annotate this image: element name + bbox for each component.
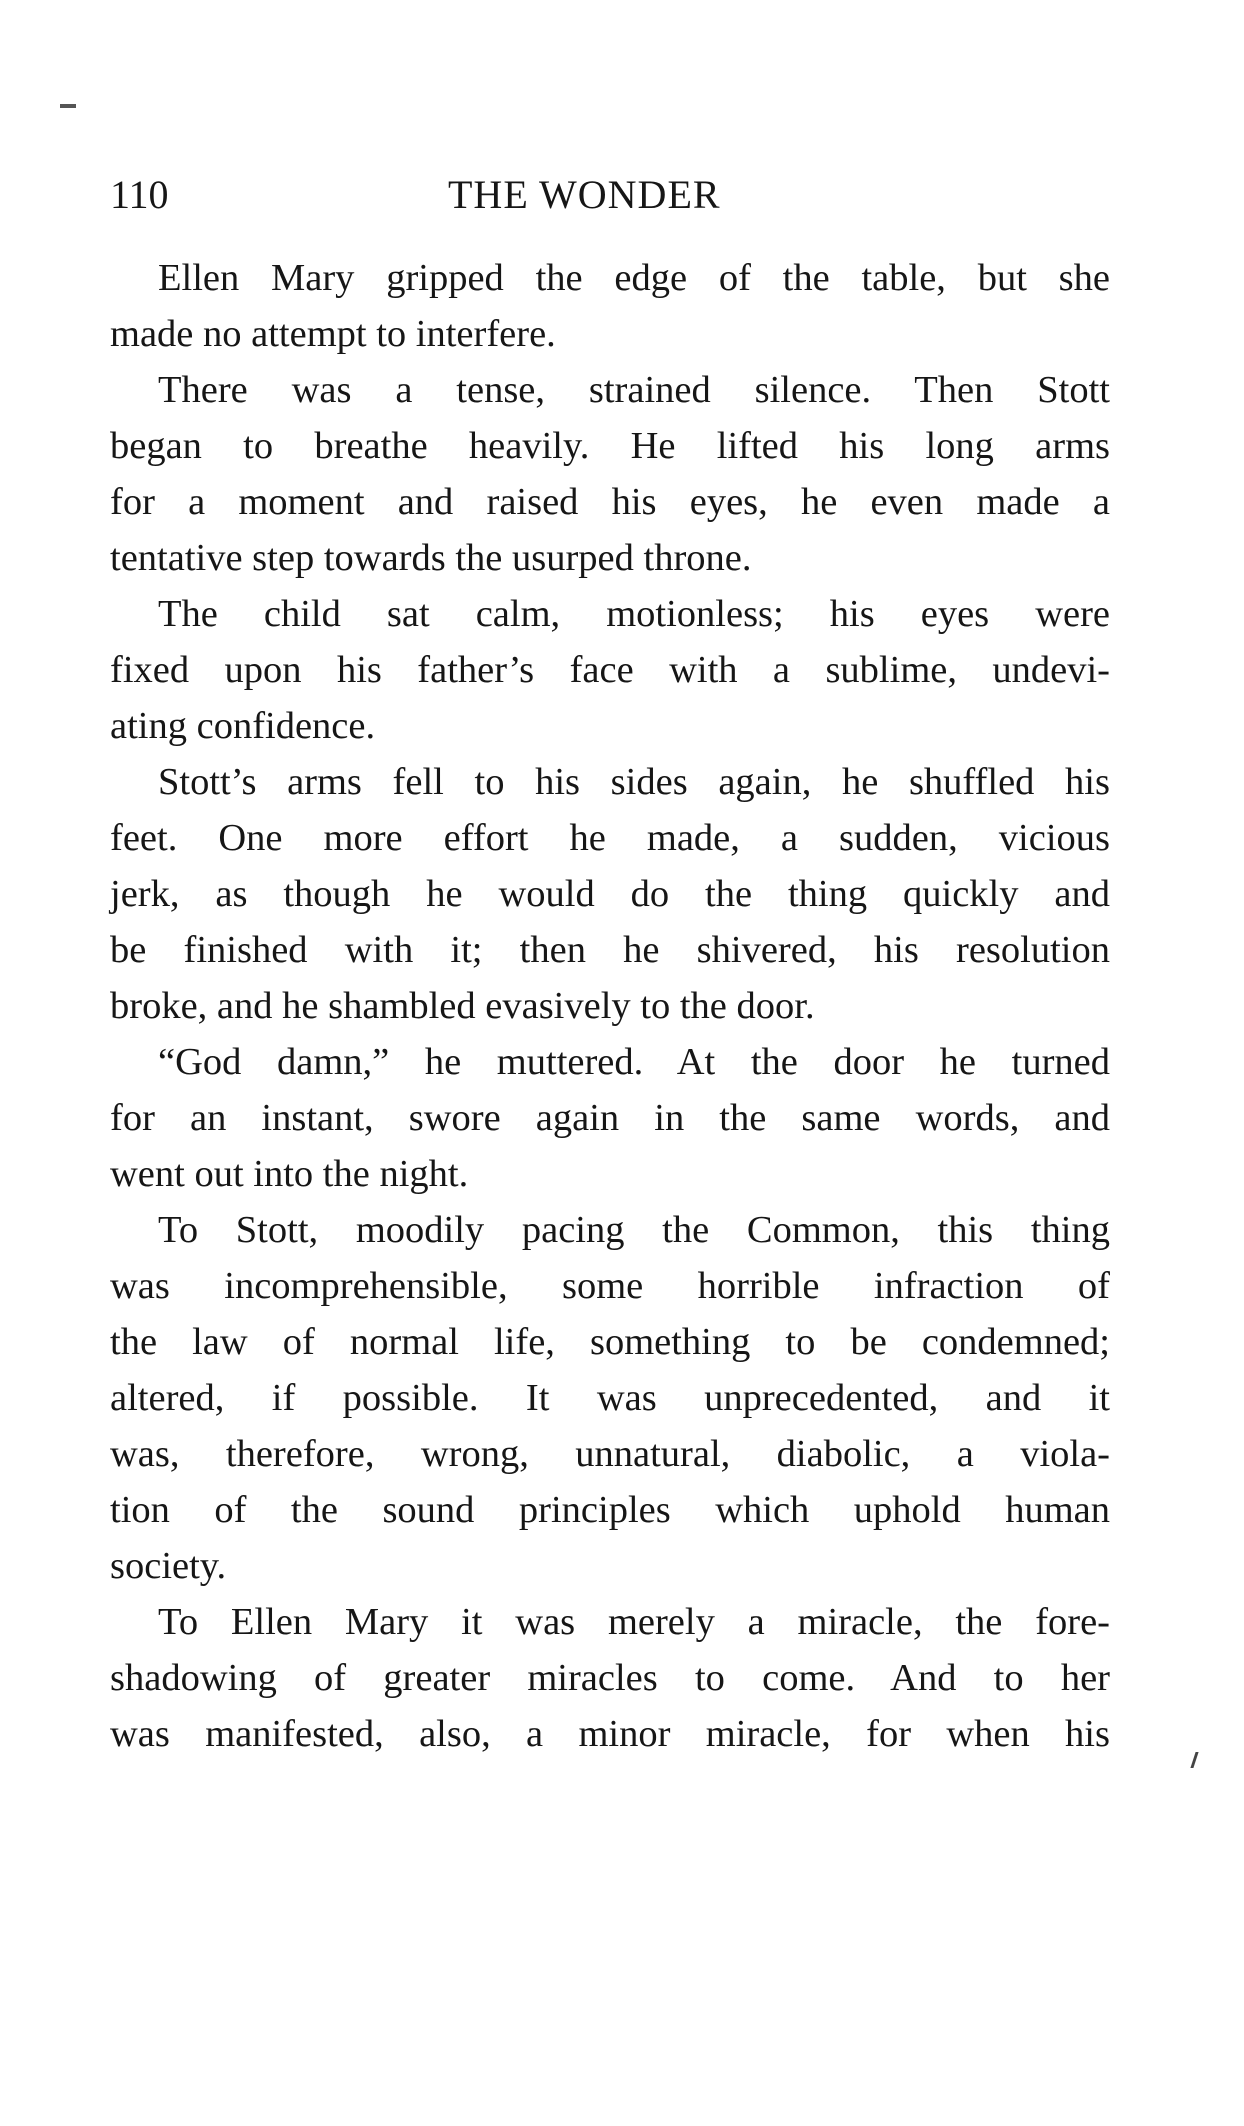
text-line: the law of normal life, something to be condemned; xyxy=(110,1321,1110,1363)
paragraph xyxy=(110,1202,1110,1594)
text-line: To Ellen Mary it was merely a miracle, the fore- xyxy=(158,1601,1110,1643)
text-line: Ellen Mary gripped the edge of the table, but she xyxy=(158,257,1110,299)
text-line: society. xyxy=(110,1545,227,1587)
text-line: The child sat calm, motionless; his eyes were xyxy=(158,593,1110,635)
running-title: THE WONDER xyxy=(448,172,721,217)
text-line: ating confidence. xyxy=(110,705,376,747)
paragraph xyxy=(110,250,1110,362)
paragraph xyxy=(110,1034,1110,1202)
stray-mark xyxy=(1190,1752,1198,1768)
text-line: began to breathe heavily. He lifted his long arms xyxy=(110,425,1110,467)
text-line: for an instant, swore again in the same words, and xyxy=(110,1097,1110,1139)
text-line: feet. One more effort he made, a sudden, vicious xyxy=(110,817,1110,859)
text-line: for a moment and raised his eyes, he even made a xyxy=(110,481,1110,523)
text-line: Stott’s arms fell to his sides again, he shuffled his xyxy=(158,761,1110,803)
body-text xyxy=(110,250,1110,1762)
text-line: tentative step towards the usurped throne. xyxy=(110,537,752,579)
page-number: 110 xyxy=(110,172,169,217)
paragraph xyxy=(110,754,1110,1034)
text-line: altered, if possible. It was unprecedented, and it xyxy=(110,1377,1110,1419)
paragraph xyxy=(110,362,1110,586)
running-head xyxy=(110,170,1110,220)
text-line: broke, and he shambled evasively to the door. xyxy=(110,985,815,1027)
text-line: To Stott, moodily pacing the Common, this thing xyxy=(158,1209,1110,1251)
text-line: was, therefore, wrong, unnatural, diabolic, a viola- xyxy=(110,1433,1110,1475)
corner-mark xyxy=(60,104,76,108)
text-line: went out into the night. xyxy=(110,1153,469,1195)
paragraph xyxy=(110,586,1110,754)
text-line: made no attempt to interfere. xyxy=(110,313,556,355)
text-line: jerk, as though he would do the thing quickly and xyxy=(110,873,1110,915)
paragraph xyxy=(110,1594,1110,1762)
text-line: fixed upon his father’s face with a sublime, undevi- xyxy=(110,649,1110,691)
text-line: was manifested, also, a minor miracle, for when his xyxy=(110,1713,1110,1755)
text-line: shadowing of greater miracles to come. And to her xyxy=(110,1657,1110,1699)
text-line: “God damn,” he muttered. At the door he turned xyxy=(158,1041,1110,1083)
text-line: be finished with it; then he shivered, his resolution xyxy=(110,929,1110,971)
text-line: There was a tense, strained silence. Then Stott xyxy=(158,369,1110,411)
text-line: was incomprehensible, some horrible infraction of xyxy=(110,1265,1110,1307)
text-line: tion of the sound principles which uphold human xyxy=(110,1489,1110,1531)
